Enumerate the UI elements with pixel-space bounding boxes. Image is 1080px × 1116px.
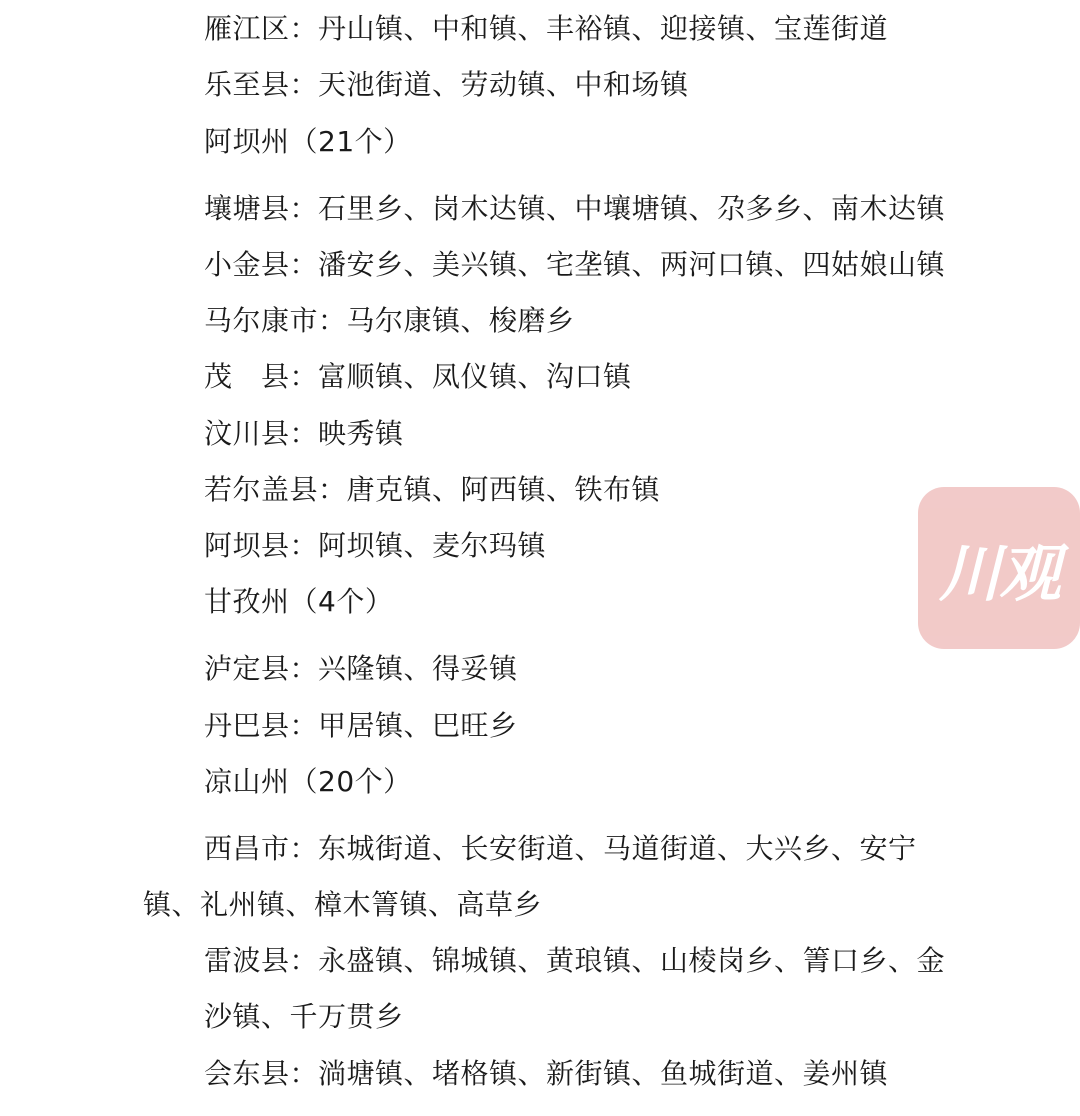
text-line-leibo: 雷波县：永盛镇、锦城镇、黄琅镇、山棱岗乡、箐口乡、金 bbox=[204, 944, 946, 977]
text-line-luding: 泸定县：兴隆镇、得妥镇 bbox=[204, 652, 518, 685]
text-line-huidong: 会东县：淌塘镇、堵格镇、新街镇、鱼城街道、姜州镇 bbox=[204, 1057, 889, 1090]
text-line-maoxian: 茂 县：富顺镇、凤仪镇、沟口镇 bbox=[204, 360, 632, 393]
watermark-logo-text: 川观 bbox=[938, 536, 1059, 610]
text-line-rangtang: 壤塘县：石里乡、岗木达镇、中壤塘镇、尕多乡、南木达镇 bbox=[204, 192, 946, 225]
section-heading-aba: 阿坝州（21个） bbox=[204, 125, 412, 158]
text-line-aba-county: 阿坝县：阿坝镇、麦尔玛镇 bbox=[204, 529, 547, 562]
text-line-xichang-cont: 镇、礼州镇、樟木箐镇、高草乡 bbox=[143, 888, 543, 921]
text-line-xiaojin: 小金县：潘安乡、美兴镇、宅垄镇、两河口镇、四姑娘山镇 bbox=[204, 248, 946, 281]
text-line-wenchuan: 汶川县：映秀镇 bbox=[204, 417, 404, 450]
text-line-ruoergai: 若尔盖县：唐克镇、阿西镇、铁布镇 bbox=[204, 473, 661, 506]
text-line-maerkang: 马尔康市：马尔康镇、梭磨乡 bbox=[204, 304, 575, 337]
text-line-danba: 丹巴县：甲居镇、巴旺乡 bbox=[204, 709, 518, 742]
text-line-lezhi: 乐至县：天池街道、劳动镇、中和场镇 bbox=[204, 68, 689, 101]
text-line-xichang: 西昌市：东城街道、长安街道、马道街道、大兴乡、安宁 bbox=[204, 832, 917, 865]
section-heading-ganzi: 甘孜州（4个） bbox=[204, 585, 394, 618]
text-line-yanjiang: 雁江区：丹山镇、中和镇、丰裕镇、迎接镇、宝莲街道 bbox=[204, 12, 889, 45]
section-heading-liangshan: 凉山州（20个） bbox=[204, 765, 412, 798]
watermark-logo bbox=[918, 487, 1080, 649]
text-line-leibo-cont: 沙镇、千万贯乡 bbox=[204, 1000, 404, 1033]
